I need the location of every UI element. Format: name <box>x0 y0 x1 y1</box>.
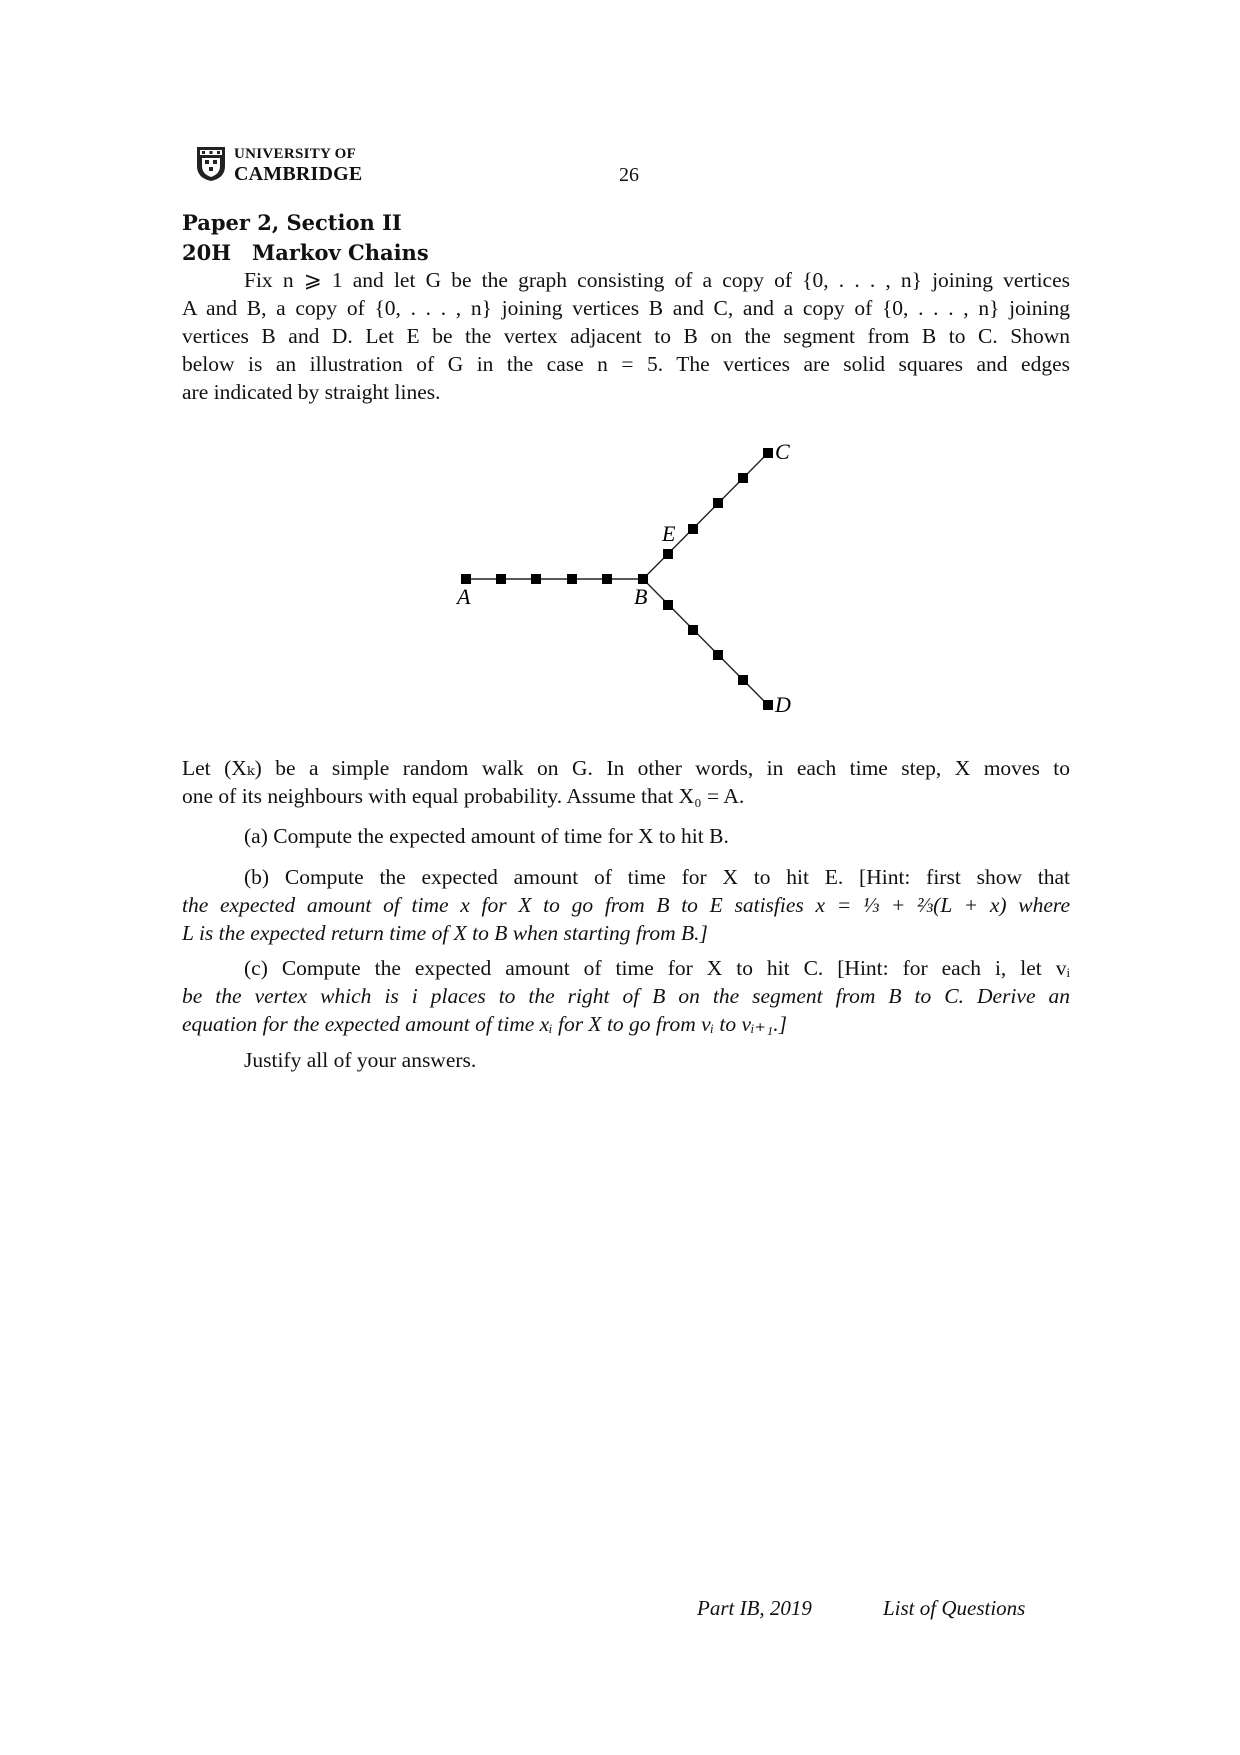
footer-list: List of Questions <box>883 1596 1026 1620</box>
vertex <box>713 498 723 508</box>
page-number: 26 <box>619 164 639 186</box>
label-e: E <box>662 521 676 546</box>
part-c-line: equation for the expected amount of time xᵢ for X to go from vᵢ to vᵢ₊₁.] <box>182 1012 788 1036</box>
intro-line: Fix n ⩾ 1 and let G be the graph consisting of a copy of {0, . . . , n} joining vertices <box>244 268 1070 292</box>
label-d: D <box>775 692 791 717</box>
vertex <box>688 524 698 534</box>
part-c-line: be the vertex which is i places to the right of B on the segment from B to C. Derive an <box>182 984 1070 1008</box>
vertex <box>738 473 748 483</box>
walk-line: Let (Xₖ) be a simple random walk on G. In other words, in each time step, X moves to <box>182 756 1070 780</box>
university-line2: CAMBRIDGE <box>234 163 363 185</box>
crest-icon <box>196 146 226 182</box>
university-line1: UNIVERSITY OF <box>234 146 357 162</box>
graph-figure <box>440 430 820 720</box>
question-number: 20H <box>182 240 232 265</box>
vertex <box>496 574 506 584</box>
vertex <box>531 574 541 584</box>
label-c: C <box>775 439 790 464</box>
vertex-d <box>763 700 773 710</box>
vertex-b <box>638 574 648 584</box>
part-b <box>182 863 1070 947</box>
section-heading: Paper 2, Section II <box>182 210 402 235</box>
intro-line: below is an illustration of G in the case n = 5. The vertices are solid squares and edges <box>182 352 1070 376</box>
question-heading <box>182 240 429 265</box>
vertex <box>688 625 698 635</box>
vertex <box>602 574 612 584</box>
vertex <box>663 600 673 610</box>
label-b: B <box>634 584 648 609</box>
edge-b-d <box>643 579 768 705</box>
footer-exam: Part IB, 2019 <box>697 1596 812 1620</box>
label-a: A <box>457 584 471 609</box>
part-b-line: (b) Compute the expected amount of time for X to hit E. [Hint: first show that <box>244 865 1070 889</box>
part-b-line: L is the expected return time of X to B when starting from B.] <box>182 921 708 945</box>
closing-instruction: Justify all of your answers. <box>244 1048 477 1072</box>
part-b-line: the expected amount of time x for X to go from B to E satisfies x = ⅓ + ⅔(L + x) where <box>182 893 1070 917</box>
intro-paragraph <box>182 266 1070 406</box>
vertex <box>713 650 723 660</box>
intro-line: are indicated by straight lines. <box>182 380 441 404</box>
vertex-e <box>663 549 673 559</box>
vertex-a <box>461 574 471 584</box>
part-c-line: (c) Compute the expected amount of time for X to hit C. [Hint: for each i, let vᵢ <box>244 956 1070 980</box>
university-logo <box>196 146 376 186</box>
graph-edges <box>466 453 768 705</box>
vertex-c <box>763 448 773 458</box>
walk-line: one of its neighbours with equal probability. Assume that X₀ = A. <box>182 784 745 808</box>
intro-line: A and B, a copy of {0, . . . , n} joining vertices B and C, and a copy of {0, . . . , n} joining <box>182 296 1070 320</box>
question-title: Markov Chains <box>252 240 429 265</box>
vertex <box>567 574 577 584</box>
part-a: (a) Compute the expected amount of time for X to hit B. <box>244 824 729 848</box>
edge-b-c <box>643 453 768 579</box>
part-c <box>182 954 1070 1038</box>
walk-paragraph <box>182 754 1070 810</box>
intro-line: vertices B and D. Let E be the vertex adjacent to B on the segment from B to C. Shown <box>182 324 1070 348</box>
vertex <box>738 675 748 685</box>
